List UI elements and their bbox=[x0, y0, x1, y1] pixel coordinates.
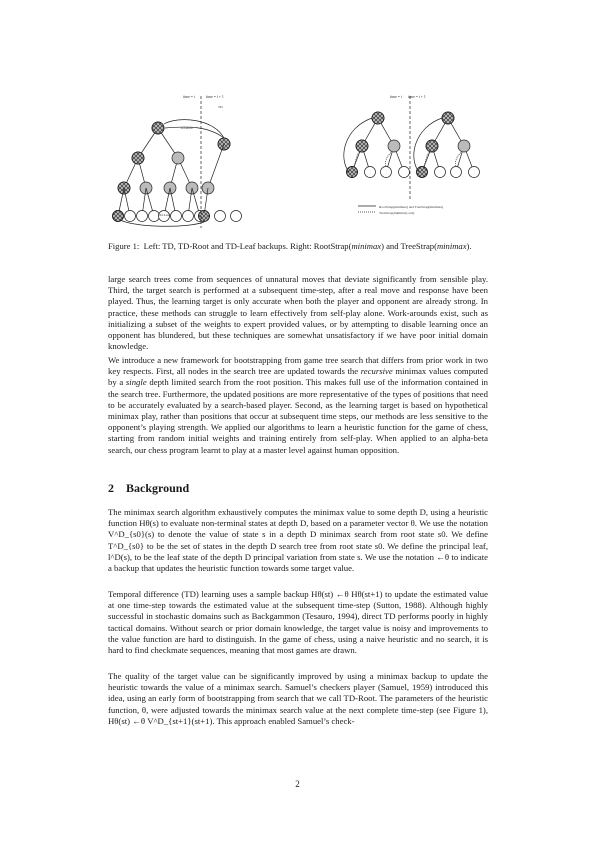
paragraph-2-b: minimax values computed by a bbox=[108, 366, 488, 388]
section-number: 2 bbox=[108, 481, 114, 495]
left-leaf-node bbox=[171, 211, 182, 222]
left-next-leaf bbox=[231, 211, 242, 222]
right-tree-diagram bbox=[344, 96, 480, 200]
paragraph-1: large search trees come from sequences of unnatural moves that deviate significantly from sensible play. Third, the target search is performed at a subsequent time-step, after a real move and response have been played. Thus, the learning target is only accurate when both the player and opponent are already strong. In practice, these methods can struggle to learn effectively from self-play alone. Work-arounds exist, such as initializing a subset of the weights to expert provided values, or by attempting to disable learning once an opponent has blundered, but these techniques are somewhat unsatisfactory if we have poor initial domain knowledge. bbox=[108, 274, 488, 352]
right-leaf-node bbox=[451, 167, 462, 178]
section-title: Background bbox=[126, 481, 190, 495]
right-leaf-node bbox=[381, 167, 392, 178]
caption-text-2: ) and TreeStrap( bbox=[381, 241, 437, 251]
paragraph-2-a: We introduce a new framework for bootstrapping from game tree search that differs from prior work in two key respects. First, all nodes in the search tree are updated towards the bbox=[108, 355, 488, 377]
label-time-t1-left: time = t + 1 bbox=[206, 95, 224, 99]
paragraph-2-c: depth limited search from the root position. This makes full use of the information contained in the search tree. Furthermore, the updated positions are more representative of the types of positions that need to be accurately evaluated by a search-based player. Second, as the learning target is based on hypothetical minimax play, rather than positions that occur at subsequent time steps, our methods are less sensitive to the opponent’s playing strength. We applied our algorithms to learn a heuristic function for the game of chess, starting from random initial weights and training entirely from self-play. When applied to an alpha-beta search, our chess program learnt to play at a master level against human opposition. bbox=[108, 377, 488, 455]
label-time-t-right: time = t bbox=[390, 95, 402, 99]
left-leaf-node bbox=[137, 211, 148, 222]
left-leaf-node bbox=[183, 211, 194, 222]
paragraph-2-italic-2: single bbox=[125, 377, 147, 388]
paragraph-3: The minimax search algorithm exhaustively computes the minimax value to some depth D, using a heuristic function Hθ(s) to evaluate non-terminal states at depth D, based on a parameter vector θ. We use the notation V^D_{s0}(s) to denote the value of state s in a depth D minimax search from root state s0. We define T^D_{s0} to be the set of states in the depth D search tree from root state s0. We define the principal leaf, l^D(s), to be the leaf state of the depth D principal variation from state s. We use the notation ←θ to indicate a backup that updates the heuristic function towards some target value. bbox=[108, 507, 488, 574]
paragraph-2-italic-1: recursive bbox=[360, 366, 393, 377]
left-tree-diagram bbox=[113, 96, 242, 228]
label-time-t1-right: time = t + 1 bbox=[408, 95, 426, 99]
label-td: TD bbox=[218, 105, 223, 109]
section-heading bbox=[108, 481, 201, 496]
figure-caption bbox=[108, 241, 528, 252]
figure-1 bbox=[108, 88, 503, 228]
caption-label: Figure 1: bbox=[108, 241, 140, 251]
right-node bbox=[388, 140, 400, 152]
legend-dotted-label: TreeStrap(minimax) only bbox=[379, 211, 415, 215]
paragraph-4: Temporal difference (TD) learning uses a sample backup Hθ(st) ←θ Hθ(st+1) to update the estimated value at one time-step towards the estimated value at the subsequent time-step (Sutton, 1988). Although highly successful in stochastic domains such as Backgammon (Tesauro, 1994), direct TD performs poorly in highly tactical domains. Without search or prior domain knowledge, the target value is noisy and improvements to the value function are hard to distinguish. In the game of chess, using a naive heuristic and no search, it is hard to find checkmate sequences, meaning that most games are drawn. bbox=[108, 589, 488, 656]
label-td-root: TD-Root bbox=[180, 126, 193, 130]
caption-italic-1: minimax bbox=[351, 241, 382, 251]
right-leaf-node bbox=[399, 167, 410, 178]
caption-text: Left: TD, TD-Root and TD-Leaf backups. Right: RootStrap( bbox=[143, 241, 352, 251]
left-leaf-node bbox=[125, 211, 136, 222]
right-leaf-node bbox=[365, 167, 376, 178]
legend-solid-label: RootStrap(minimax) and TreeStrap(minimax) bbox=[379, 205, 444, 209]
left-node bbox=[172, 152, 184, 164]
caption-text-3: ). bbox=[466, 241, 472, 251]
right-leaf-node bbox=[435, 167, 446, 178]
paragraph-2 bbox=[108, 355, 488, 456]
paragraph-5: The quality of the target value can be significantly improved by using a minimax backup to update the heuristic towards the value of a minimax search. Samuel’s checkers player (Samuel, 1959) introduced this idea, using an early form of bootstrapping from search that we call TD-Root. The parameters of the heuristic function, θ, were adjusted towards the minimax search value at the next complete time-step (see Figure 1), Hθ(st) ←θ V^D_{st+1}(st+1). This approach enabled Samuel’s check- bbox=[108, 671, 488, 726]
caption-italic-2: minimax bbox=[436, 241, 467, 251]
label-td-leaf: TD-Leaf bbox=[158, 213, 171, 217]
left-next-leaf bbox=[215, 211, 226, 222]
label-time-t-left: time = t bbox=[183, 95, 195, 99]
right-leaf-node bbox=[469, 167, 480, 178]
right-node bbox=[458, 140, 470, 152]
page-number: 2 bbox=[295, 779, 300, 789]
